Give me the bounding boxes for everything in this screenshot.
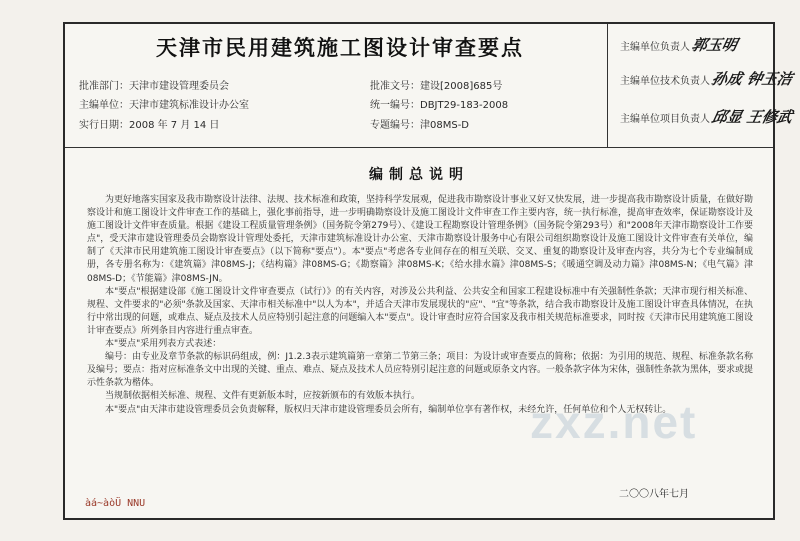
document-header [65, 24, 795, 147]
header-divider-horizontal [65, 147, 773, 148]
unified-number: 统一编号：DBJT29-183-2008 [370, 100, 509, 111]
chief-editor-unit: 主编单位：天津市建筑标准设计办公室 [79, 100, 249, 111]
approval-number: 批准文号：建设[2008]685号 [370, 81, 503, 92]
paragraph: 本"要点"由天津市建设管理委员会负责解释，版权归天津市建设管理委员会所有，编制单位享有著作权，未经允许，任何单位和个人无权转让。 [105, 404, 672, 415]
paragraph: 本"要点"采用列表方式表述： [105, 339, 222, 350]
paragraph: 为更好地落实国家及我市勘察设计法律、法规、技术标准和政策，坚持科学发展观，促进我市勘察设计事业又好又快发展，进一步提高我市勘察设计质量，在做好勘察设计和施工图设计文件审查工作的基础上，强化事前指导，进一步明确勘察设计及施工图设计文件审查工作主要内容，统一执行标准，提高审查效率，保证勘察设计及施工图设计文件审查质量。根据《建设工程质量管理条例》（国务院令第279号）、《建设工程勘察设计管理条例》（国务院令第293号）和"2008年天津市勘察设计工作要点"，受天津市建设管理委员会勘察设计管理处委托，天津市建筑标准设计办公室、天津市勘察设计服务中心有限公司组织勘察设计及施工图设计文件审查有关单位，编制了《天津市民用建筑施工图设计审查要点》（以下简称"要点"）。本"要点"考虑各专业间存在的相互关联、交叉、重复的勘察设计及审查内容，共分为七个专业编制成册，各专册名称为：《建筑篇》津08MS-J；《结构篇》津08MS-G；《勘察篇》津08MS-K；《给水排水篇》津08MS-S；《暖通空调及动力篇》津08MS-N；《电气篇》津08MS-D；《节能篇》津08MS-JN。 [87, 195, 754, 284]
approval-dept: 批准部门：天津市建设管理委员会 [79, 81, 229, 92]
watermark: zxz.net [530, 396, 698, 448]
document-title: 天津市民用建筑施工图设计审查要点 [156, 36, 524, 60]
paragraph: 编号：由专业及章节条款的标识码组成，例：J1.2.3表示建筑篇第一章第二节第三条；项目：为设计或审查要点的简称；依据：为引用的规范、规程、标准条款名称及编号；要点：指对应标准条文中出现的关键、重点、难点、疑点及技术人员应特别引起注意的问题或原条文内容。一般条款字体为宋体，强制性条款为黑体，要求或提示性条款为楷体。 [87, 352, 754, 389]
effective-date: 实行日期：2008 年 7 月 14 日 [79, 120, 220, 131]
handwritten-signature: 孙成 钟玉洁 [709, 70, 795, 88]
section-title: 编制总说明 [369, 167, 469, 183]
header-divider-vertical [607, 24, 608, 147]
publication-date: 二〇〇八年七月 [619, 489, 689, 500]
topic-number: 专题编号：津08MS-D [370, 120, 470, 131]
signature-row: 主编单位项目负责人邱显 王修武 [620, 108, 795, 126]
paragraph: 本"要点"根据建设部《施工图设计文件审查要点（试行）》的有关内容，对涉及公共利益、公共安全和国家工程建设标准中有关强制性条款；天津市现行相关标准、规程、文件要求的"必须"条款及国家、天津市相关标准中"以人为本"，并适合天津市发展现状的"应"、"宜"等条款，结合我市勘察设计及施工图设计审查具体情况，在执行中常出现的问题，或难点、疑点及技术人员应特别引起注意的问题编入本"要点"。设计审查时应符合国家及我市相关规范标准要求，同时按《天津市民用建筑施工图设计审查要点》所列条目内容进行重点审查。 [87, 286, 753, 336]
handwritten-signature: 邱显 王修武 [709, 108, 795, 126]
signature-row: 主编单位负责人郭玉明 [620, 36, 739, 54]
footer-stamp: àá~àòÜ NNU [85, 498, 146, 509]
signature-row: 主编单位技术负责人孙成 钟玉洁 [620, 70, 795, 88]
paragraph: 当规制依据相关标准、规程、文件有更新版本时，应按新颁布的有效版本执行。 [105, 391, 421, 402]
handwritten-signature: 郭玉明 [689, 36, 739, 54]
body-text [87, 194, 753, 417]
